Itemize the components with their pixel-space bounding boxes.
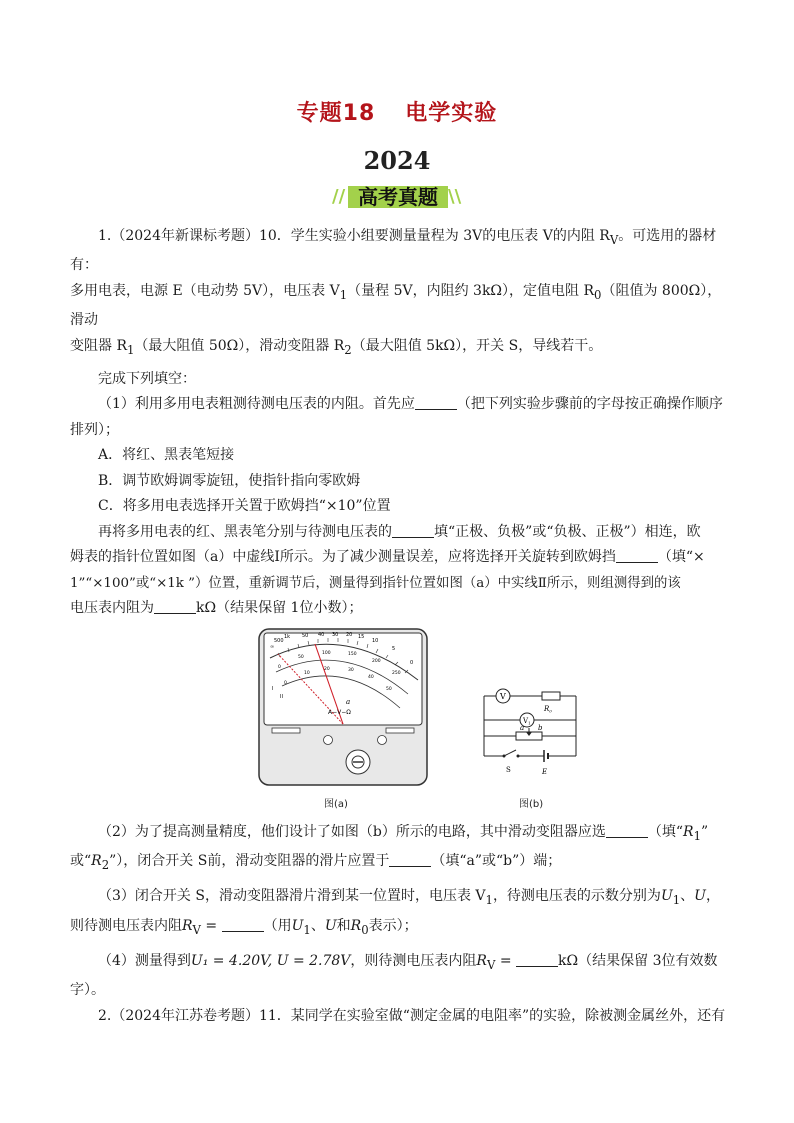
figure-a-caption: 图(a) bbox=[324, 798, 348, 810]
voltmeter-v1-label: $V_1$ bbox=[523, 716, 531, 726]
rheostat-b-label: b bbox=[538, 723, 543, 732]
page-title bbox=[0, 96, 794, 127]
zero-screw-left-icon bbox=[324, 735, 333, 744]
mid-scale-100: 100 bbox=[322, 650, 331, 656]
banner-slash-left-icon: // bbox=[332, 186, 346, 207]
para2-line4: 电压表内阻为 kΩ（结果保留 1位小数）； bbox=[70, 600, 363, 617]
option-a: A．将红、黑表笔短接 bbox=[98, 447, 235, 464]
answer-blank[interactable] bbox=[606, 823, 648, 838]
part1-line1: （1）利用多用电表粗测待测电压表的内阻。首先应 （把下列实验步骤前的字母按正确操作顺序 bbox=[98, 396, 723, 413]
part4-line2: 字）。 bbox=[70, 982, 105, 999]
switch-blade bbox=[504, 750, 516, 756]
mid-scale-200: 200 bbox=[372, 658, 381, 664]
scale-label-1k: 1k bbox=[284, 633, 291, 640]
scale-label-500: 500 bbox=[274, 637, 284, 644]
mid-scale-150: 150 bbox=[348, 651, 357, 657]
part3-line2: 则待测电压表内阻$R_V$ = （用$U_1$、U和$R_0$表示）； bbox=[70, 917, 418, 937]
low-scale-50: 50 bbox=[386, 686, 392, 692]
multimeter-figure bbox=[258, 628, 428, 786]
part1-line2: 排列）； bbox=[70, 421, 119, 438]
switch-contact bbox=[517, 754, 520, 757]
part2-line2: 或“$R_2$”），闭合开关 S前，滑动变阻器的滑片应置于 （填“a”或“b”）端； bbox=[70, 853, 562, 872]
answer-blank[interactable] bbox=[415, 395, 457, 410]
answer-blank[interactable] bbox=[392, 523, 434, 538]
needle-label-a: a bbox=[346, 697, 351, 706]
source-e-label: E bbox=[542, 767, 548, 776]
para2-line3: 1”“×100”或“×1k ”）位置，重新调节后，测量得到指针位置如图（a）中实线Ⅱ所示，则组测得到的该 bbox=[70, 575, 681, 591]
r0-label: $R_0$ bbox=[544, 704, 552, 714]
option-b: B．调节欧姆调零旋钮，使指针指向零欧姆 bbox=[98, 472, 361, 489]
title-topic-number: 专题18 bbox=[296, 101, 376, 126]
question-body bbox=[70, 224, 730, 1029]
answer-blank[interactable] bbox=[154, 599, 196, 614]
scale-label-infinity: ∞ bbox=[270, 643, 275, 650]
scale-label-15: 15 bbox=[358, 633, 365, 640]
zero-screw-right-icon bbox=[378, 735, 387, 744]
mid-scale-250: 250 bbox=[392, 670, 401, 676]
switch-pivot bbox=[503, 754, 506, 757]
option-c: C．将多用电表选择开关置于欧姆挡“×10”位置 bbox=[98, 498, 391, 515]
mode-label: A−V−Ω bbox=[328, 708, 351, 716]
scale-label-50: 50 bbox=[302, 632, 309, 639]
q1-line3: 变阻器 $R_1$（最大阻值 50Ω），滑动变阻器 $R_2$（最大阻值 5kΩ），开关 S，导线若干。 bbox=[70, 337, 603, 357]
circuit-figure bbox=[480, 684, 580, 784]
q1-line1: 1.（2024年新课标考题）10．学生实验小组要测量量程为 3V的电压表 V的内阻 $R_V$。可选用的器材有： bbox=[70, 228, 717, 274]
answer-blank[interactable] bbox=[222, 917, 264, 932]
scale-label-40: 40 bbox=[318, 631, 325, 638]
rheostat-a-label: a bbox=[520, 723, 525, 732]
q1-line2: 多用电表，电源 E（电动势 5V），电压表 $V_1$（量程 5V，内阻约 3kΩ），定值电阻 $R_0$（阻值为 800Ω），滑动 bbox=[70, 282, 722, 329]
year-heading: 2024 bbox=[363, 146, 431, 175]
para2-line2: 姆表的指针位置如图（a）中虚线Ⅰ所示。为了减少测量误差，应将选择开关旋转到欧姆挡 （填“× bbox=[70, 549, 705, 566]
pointer-label-I: I bbox=[272, 685, 274, 692]
answer-blank[interactable] bbox=[616, 548, 658, 563]
resistor-r0 bbox=[542, 692, 560, 700]
low-scale-30: 30 bbox=[348, 667, 354, 673]
scale-label-20: 20 bbox=[346, 631, 353, 638]
answer-blank[interactable] bbox=[389, 852, 431, 867]
switch-s-label: S bbox=[506, 765, 511, 774]
pointer-label-II: II bbox=[280, 693, 283, 700]
low-scale-10: 10 bbox=[304, 670, 310, 676]
figure-row bbox=[70, 628, 730, 820]
mid-scale-0: 0 bbox=[278, 664, 281, 670]
part3-line1: （3）闭合开关 S，滑动变阻器滑片滑到某一位置时，电压表 $V_1$，待测电压表的示数分别为$U_1$、U， bbox=[98, 888, 720, 908]
answer-blank[interactable] bbox=[516, 952, 558, 967]
scale-label-0: 0 bbox=[410, 659, 414, 666]
low-scale-40: 40 bbox=[368, 674, 374, 680]
title-topic-name: 电学实验 bbox=[405, 101, 498, 126]
fill-intro: 完成下列填空： bbox=[98, 370, 196, 387]
figure-b-caption: 图(b) bbox=[519, 798, 544, 810]
section-banner bbox=[330, 182, 466, 210]
banner-label: 高考真题 bbox=[358, 185, 438, 209]
mid-scale-50: 50 bbox=[298, 654, 304, 660]
low-scale-20: 20 bbox=[324, 666, 330, 672]
scale-label-10: 10 bbox=[372, 637, 379, 644]
scale-label-30: 30 bbox=[332, 631, 339, 638]
banner-slash-right-icon: \\ bbox=[448, 186, 462, 207]
part4-line1: （4）测量得到U₁ = 4.20V, U = 2.78V，则待测电压表内阻$R_V = k\Omega$（结果保留 3位有效数 bbox=[98, 953, 718, 972]
meter-slot-left bbox=[272, 728, 300, 733]
scale-label-5: 5 bbox=[392, 645, 396, 652]
para2-line1: 再将多用电表的红、黑表笔分别与待测电压表的 填“正极、负极”或“负极、正极”）相连，欧 bbox=[98, 523, 701, 540]
question-2-line1: 2.（2024年江苏卷考题）11．某同学在实验室做“测定金属的电阻率”的实验，除被测金属丝外，还有 bbox=[98, 1007, 726, 1024]
meter-slot-right bbox=[386, 728, 414, 733]
low-scale-0: 0 bbox=[284, 680, 287, 686]
part2-line1: （2）为了提高测量精度，他们设计了如图（b）所示的电路，其中滑动变阻器应选 （填“$R_1$” bbox=[98, 823, 709, 843]
voltmeter-v-label: V bbox=[500, 691, 506, 701]
